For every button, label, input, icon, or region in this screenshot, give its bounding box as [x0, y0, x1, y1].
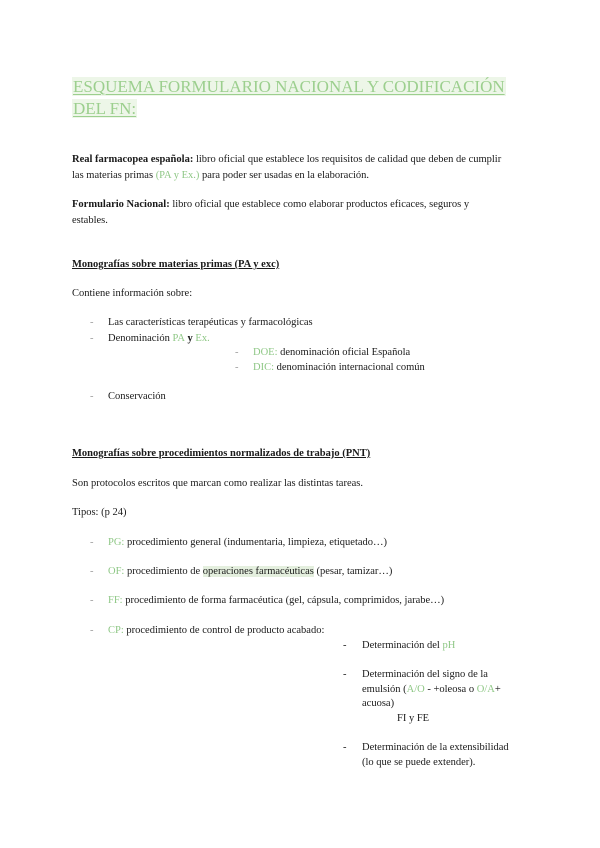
list-item: OF: procedimiento de operaciones farmacéuticas (pesar, tamizar…) [108, 566, 393, 577]
list-item: CP: procedimiento de control de producto acabado: [108, 625, 325, 636]
page-title-continued [72, 98, 137, 120]
definition-term: Formulario Nacional: [72, 199, 170, 210]
control-item-line: Determinación de la extensibilidad [362, 742, 509, 753]
highlight-text: (PA y Ex.) [155, 170, 200, 181]
list-item: Denominación PA y Ex. [108, 333, 210, 344]
definition-rfe-line-2 [72, 169, 369, 184]
abbr-pa: PA [172, 333, 185, 344]
control-item-line: emulsión (A/O - +oleosa o O/A+ [362, 684, 501, 695]
list-item: PG: procedimiento general (indumentaria, limpieza, etiquetado…) [108, 537, 388, 548]
sublist-bullet: - [235, 347, 239, 358]
definition-term: Real farmacopea española: [72, 154, 194, 165]
list-item: Conservación [108, 391, 166, 402]
control-bullet: - [343, 742, 347, 753]
definition-text: libro oficial que establece los requisitos de calidad que deben de cumplir [193, 154, 502, 165]
abbr-ff: FF: [108, 595, 123, 606]
list-item: FF: procedimiento de forma farmacéutica (gel, cápsula, comprimidos, jarabe…) [108, 595, 445, 606]
abbr-pg: PG: [108, 537, 125, 548]
list-bullet: - [90, 391, 94, 402]
list-bullet: - [90, 333, 94, 344]
section-intro: Contiene información sobre: [72, 288, 193, 299]
sublist-item: DOE: denominación oficial Española [253, 347, 411, 358]
definition-rfe-line-1 [72, 153, 501, 168]
definition-text: libro oficial que establece como elaborar productos eficaces, seguros y [169, 199, 470, 210]
sublist-bullet: - [235, 362, 239, 373]
abbr-of: OF: [108, 566, 125, 577]
definition-fn-line-2 [72, 214, 108, 229]
title-line-2: DEL FN: [73, 99, 137, 118]
definition-text: estables. [72, 215, 108, 226]
abbr-ex: Ex. [195, 333, 210, 344]
list-item: Las características terapéuticas y farmacológicas [108, 317, 313, 328]
section-heading: Monografías sobre materias primas (PA y exc) [72, 259, 280, 270]
definition-text: las materias primas [72, 170, 156, 181]
abbr-doe: DOE: [253, 347, 278, 358]
list-bullet: - [90, 625, 94, 636]
abbr-oa: O/A [476, 684, 495, 695]
abbr-ph: pH [442, 640, 456, 651]
control-item-line: Determinación del signo de la [362, 669, 488, 680]
abbr-dic: DIC: [253, 362, 274, 373]
list-bullet: - [90, 537, 94, 548]
section-intro: Son protocolos escritos que marcan como realizar las distintas tareas. [72, 478, 363, 489]
definition-text: para poder ser usadas en la elaboración. [199, 170, 370, 181]
control-item: Determinación del pH [362, 640, 456, 651]
control-item-note: FI y FE [397, 713, 430, 724]
definition-fn-line-1 [72, 198, 469, 213]
sublist-item: DIC: denominación internacional común [253, 362, 425, 373]
list-bullet: - [90, 595, 94, 606]
control-item-line: acuosa) [362, 698, 395, 709]
control-item-line: (lo que se puede extender). [362, 757, 476, 768]
abbr-cp: CP: [108, 625, 124, 636]
list-bullet: - [90, 317, 94, 328]
list-bullet: - [90, 566, 94, 577]
highlighted-phrase: operaciones farmacéuticas [202, 566, 314, 577]
control-bullet: - [343, 640, 347, 651]
page-title [72, 76, 506, 98]
control-bullet: - [343, 669, 347, 680]
types-label: Tipos: (p 24) [72, 507, 127, 518]
abbr-ao: A/O [406, 684, 425, 695]
title-line-1: ESQUEMA FORMULARIO NACIONAL Y CODIFICACIÓN [73, 77, 505, 96]
section-heading: Monografías sobre procedimientos normalizados de trabajo (PNT) [72, 448, 371, 459]
